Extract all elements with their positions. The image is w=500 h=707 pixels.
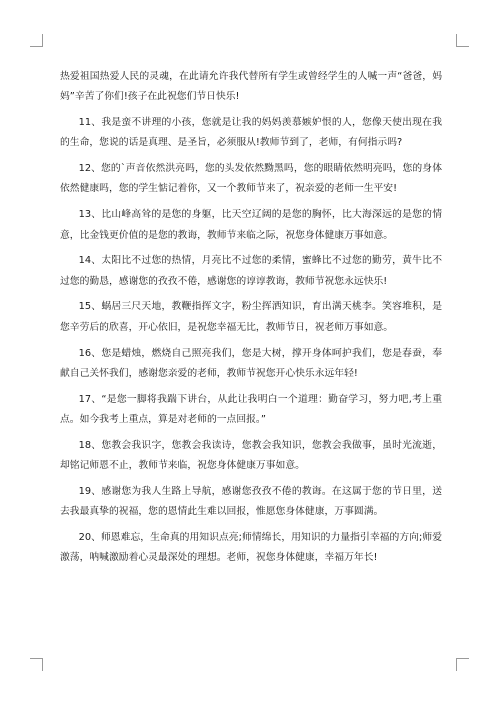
paragraph-16: 16、您是蜡烛，燃烧自己照亮我们，您是大树，撑开身体呵护我们，您是春蚕，奉献自己关怀我们，感谢您亲爱的老师，教师节祝您开心快乐永远年轻! [60,347,442,379]
paragraph-12: 12、您的`声音依然洪亮吗，您的头发依然黝黑吗，您的眼睛依然明亮吗，您的身体依然健康吗，您的学生惦记着你，又一个教师节来了，祝亲爱的老师一生平安! [60,163,442,195]
paragraph-continuation: 热爱祖国热爱人民的灵魂，在此请允许我代替所有学生或曾经学生的人喊一声“爸爸，妈妈”辛苦了你们!孩子在此祝您们节日快乐! [60,71,442,103]
paragraph-11: 11、我是蛮不讲理的小孩，您就是让我的妈妈羡慕嫉妒恨的人，您像天使出现在我的生命，您说的话是真理、是圣旨，必须服从!教师节到了，老师，有何指示吗? [60,117,442,149]
paragraph-15: 15、蜗居三尺天地，教鞭指挥文字，粉尘挥洒知识，育出满天桃李。笑容堆积，是您辛劳后的欣喜，开心依旧，是祝您幸福无比，教师节日，祝老师万事如意。 [60,301,442,333]
crop-mark-bottom-right [456,658,469,671]
document-body [60,67,442,574]
paragraph-13: 13、比山峰高耸的是您的身躯，比天空辽阔的是您的胸怀，比大海深远的是您的情意，比金钱更价值的是您的教诲，教师节来临之际，祝您身体健康万事如意。 [60,209,442,241]
crop-mark-top-left [30,34,43,47]
paragraph-19: 19、感谢您为我人生路上导航，感谢您孜孜不倦的教诲。在这属于您的节日里，送去我最真挚的祝福，您的恩情此生难以回报，惟愿您身体健康，万事圆满。 [60,485,442,518]
paragraph-14: 14、太阳比不过您的热情，月亮比不过您的柔情，蜜蜂比不过您的勤劳，黄牛比不过您的勤恳，感谢您的孜孜不倦，感谢您的谆谆教诲，教师节祝您永远快乐! [60,255,442,287]
crop-mark-bottom-left [30,658,43,671]
paragraph-18: 18、您教会我识字，您教会我读诗，您教会我知识，您教会我做事，虽时光流逝，却铭记师恩不止，教师节来临，祝您身体健康万事如意。 [60,439,442,472]
crop-mark-top-right [456,34,469,47]
paragraph-20: 20、师恩难忘，生命真的用知识点亮;师情绵长，用知识的力量指引幸福的方向;师爱激荡，呐喊激励着心灵最深处的理想。老师，祝您身体健康，幸福万年长! [60,531,442,564]
paragraph-17: 17、“是您一脚将我踹下讲台，从此让我明白一个道理：勤奋学习，努力吧,考上重点。如今我考上重点，算是对老师的一点回报。” [60,393,442,425]
